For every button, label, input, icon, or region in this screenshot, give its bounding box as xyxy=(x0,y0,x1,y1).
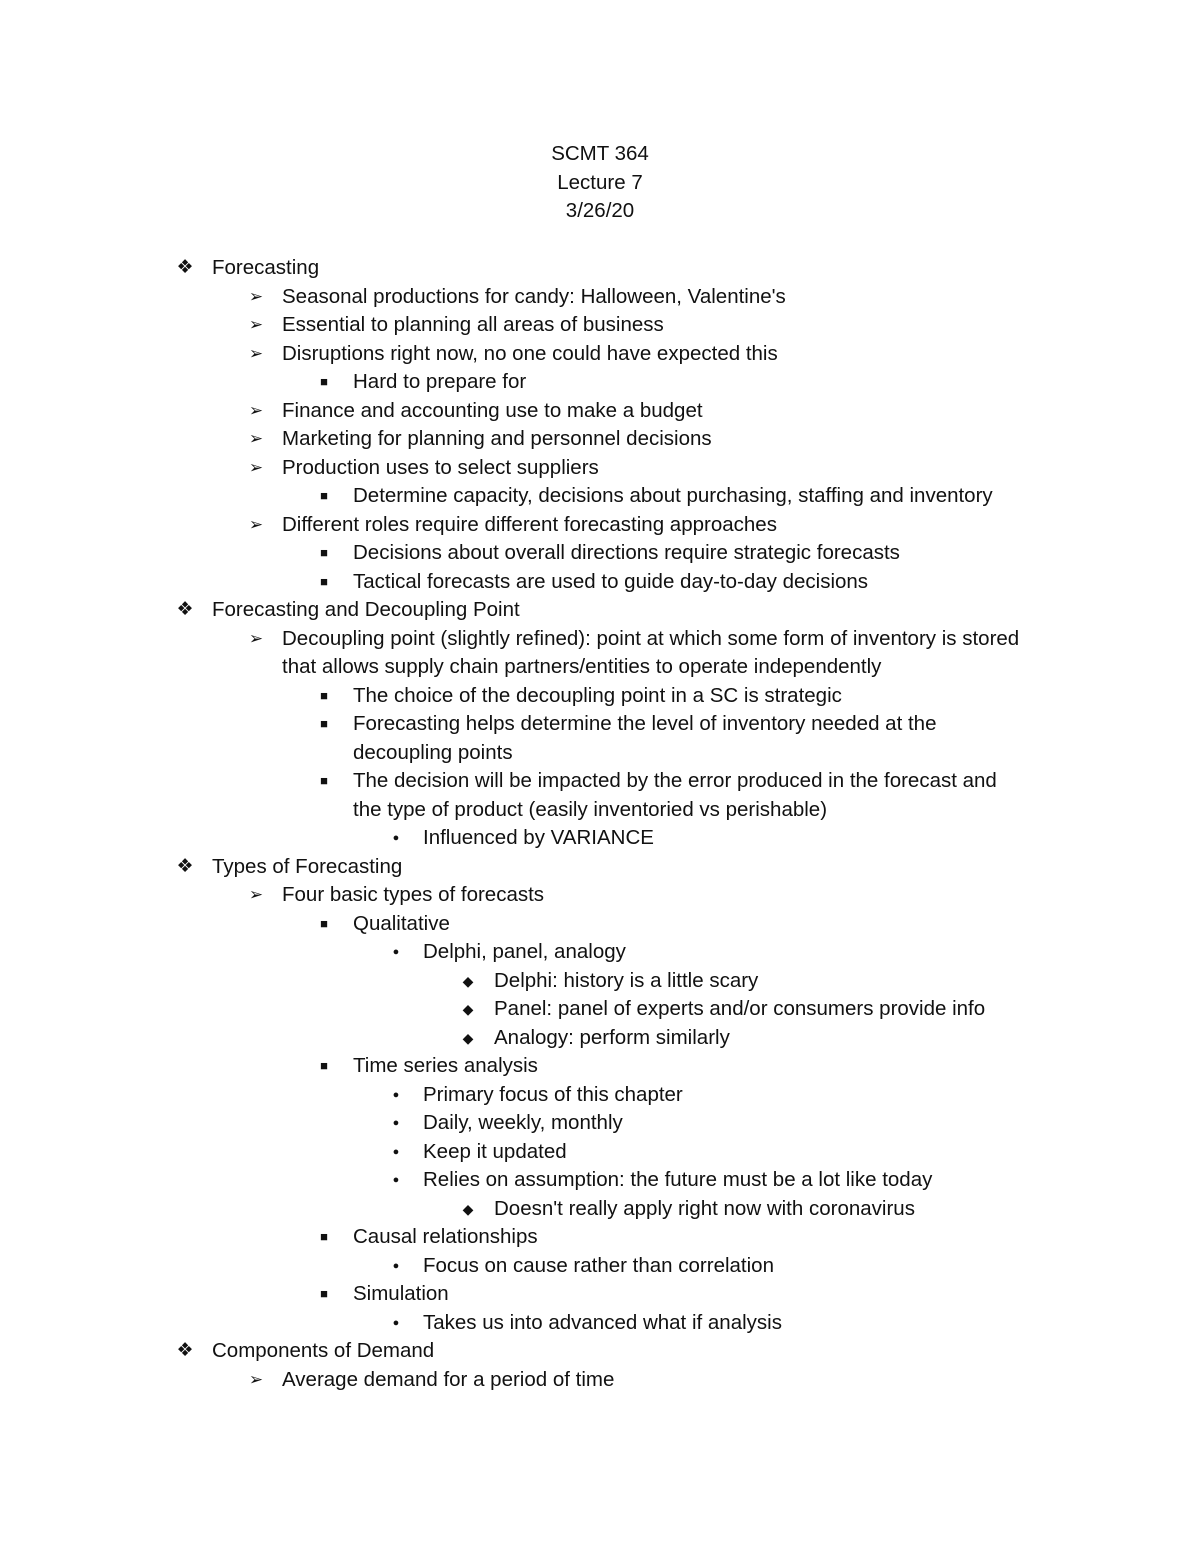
square-bullet-icon: ■ xyxy=(320,716,328,731)
outline-line-level-2 xyxy=(0,625,1200,654)
outline-text: Focus on cause rather than correlation xyxy=(423,1253,774,1277)
outline-line-level-2 xyxy=(0,1366,1200,1395)
outline-line-level-2 xyxy=(0,311,1200,340)
outline-text: Finance and accounting use to make a budget xyxy=(282,398,703,422)
outline-line-level-5 xyxy=(0,995,1200,1024)
outline-line-level-2 xyxy=(0,425,1200,454)
document-header xyxy=(0,140,1200,226)
small-diamond-bullet-icon: ◆ xyxy=(462,972,474,989)
arrow-bullet-icon: ➢ xyxy=(248,315,264,334)
diamond-bullet-icon: ❖ xyxy=(176,855,194,877)
circle-bullet-icon: ● xyxy=(392,1145,400,1158)
outline-text: Determine capacity, decisions about purchasing, staffing and inventory xyxy=(353,484,993,507)
outline-text: Production uses to select suppliers xyxy=(282,455,599,479)
outline-line-level-3 xyxy=(0,368,1200,397)
outline-text: Tactical forecasts are used to guide day-to-day decisions xyxy=(353,569,869,593)
square-bullet-icon: ■ xyxy=(320,687,328,703)
arrow-bullet-icon: ➢ xyxy=(248,885,264,904)
outline-line-level-2 xyxy=(0,454,1200,483)
circle-bullet-icon: ● xyxy=(392,946,400,958)
arrow-bullet-icon: ➢ xyxy=(248,628,264,648)
lecture-number: Lecture 7 xyxy=(557,170,643,194)
square-bullet-icon: ■ xyxy=(320,1229,328,1244)
outline-line-level-2 xyxy=(0,283,1200,312)
outline-text: The choice of the decoupling point in a SC is strategic xyxy=(353,683,842,707)
outline-line-level-2 xyxy=(0,340,1200,369)
outline-text: Different roles require different forecasting approaches xyxy=(282,512,777,536)
outline-text: Seasonal productions for candy: Halloween, Valentine's xyxy=(282,284,786,308)
outline-text: Four basic types of forecasts xyxy=(282,883,545,906)
outline-line-level-4 xyxy=(0,1081,1200,1110)
outline-text: Hard to prepare for xyxy=(353,370,527,393)
outline-text: Disruptions right now, no one could have expected this xyxy=(282,341,778,365)
outline-line-level-4 xyxy=(0,1138,1200,1167)
outline-line-level-1 xyxy=(0,853,1200,882)
outline-line-level-3 xyxy=(0,796,1200,825)
square-bullet-icon: ■ xyxy=(320,488,328,503)
circle-bullet-icon: ● xyxy=(392,1088,400,1101)
outline-line-level-3 xyxy=(0,739,1200,768)
outline-line-level-2 xyxy=(0,511,1200,540)
outline-text: decoupling points xyxy=(353,740,513,764)
outline-line-level-3 xyxy=(0,682,1200,711)
outline-line-level-3 xyxy=(0,910,1200,939)
outline-text: Delphi: history is a little scary xyxy=(494,968,759,992)
outline-line-level-3 xyxy=(0,539,1200,568)
outline-text: Marketing for planning and personnel decisions xyxy=(282,427,712,450)
outline-line-level-4 xyxy=(0,938,1200,967)
outline-text: Forecasting helps determine the level of inventory needed at the xyxy=(353,712,937,735)
outline-text: Components of Demand xyxy=(212,1339,435,1362)
outline-line-level-3 xyxy=(0,482,1200,511)
outline-text: Forecasting and Decoupling Point xyxy=(212,598,520,621)
outline-text: Time series analysis xyxy=(353,1054,538,1077)
circle-bullet-icon: ● xyxy=(392,1174,400,1186)
outline-text: Decisions about overall directions require strategic forecasts xyxy=(353,541,900,564)
outline-text: Delphi, panel, analogy xyxy=(423,940,626,963)
outline-line-level-4 xyxy=(0,824,1200,853)
outline-line-level-5 xyxy=(0,967,1200,996)
outline-line-level-3 xyxy=(0,1052,1200,1081)
outline-text: Influenced by VARIANCE xyxy=(423,826,654,849)
outline-text: Daily, weekly, monthly xyxy=(423,1111,623,1134)
outline-text: Forecasting xyxy=(212,256,320,279)
outline-text: Primary focus of this chapter xyxy=(423,1082,683,1106)
outline-text: Doesn't really apply right now with coronavirus xyxy=(494,1196,915,1220)
outline-text: Analogy: perform similarly xyxy=(494,1025,730,1049)
arrow-bullet-icon: ➢ xyxy=(248,429,264,448)
outline-line-level-4 xyxy=(0,1309,1200,1338)
outline-line-level-2 xyxy=(0,397,1200,426)
outline-line-level-4 xyxy=(0,1252,1200,1281)
square-bullet-icon: ■ xyxy=(320,773,328,788)
outline-line-level-1 xyxy=(0,1337,1200,1366)
outline-text: Relies on assumption: the future must be a lot like today xyxy=(423,1168,933,1191)
lecture-date: 3/26/20 xyxy=(565,199,635,223)
outline-text: Decoupling point (slightly refined): point at which some form of inventory is stored xyxy=(282,626,1020,650)
outline-line-level-2 xyxy=(0,881,1200,910)
outline-text: Types of Forecasting xyxy=(212,854,403,878)
arrow-bullet-icon: ➢ xyxy=(248,514,264,534)
outline-line-level-5 xyxy=(0,1195,1200,1224)
square-bullet-icon: ■ xyxy=(320,1286,328,1301)
outline-line-level-3 xyxy=(0,568,1200,597)
outline-line-level-2 xyxy=(0,653,1200,682)
outline-text: Average demand for a period of time xyxy=(282,1367,615,1391)
small-diamond-bullet-icon: ◆ xyxy=(462,1029,474,1046)
arrow-bullet-icon: ➢ xyxy=(248,457,264,477)
diamond-bullet-icon: ❖ xyxy=(176,257,194,278)
square-bullet-icon: ■ xyxy=(320,573,328,589)
arrow-bullet-icon: ➢ xyxy=(248,1369,264,1389)
outline-text: the type of product (easily inventoried vs perishable) xyxy=(353,797,828,821)
square-bullet-icon: ■ xyxy=(320,1058,328,1073)
outline-text: Keep it updated xyxy=(423,1139,567,1163)
square-bullet-icon: ■ xyxy=(320,915,328,931)
arrow-bullet-icon: ➢ xyxy=(248,286,264,306)
outline-line-level-4 xyxy=(0,1166,1200,1195)
outline-line-level-5 xyxy=(0,1024,1200,1053)
circle-bullet-icon: ● xyxy=(392,832,400,844)
outline-line-level-1 xyxy=(0,254,1200,283)
square-bullet-icon: ■ xyxy=(320,545,328,560)
outline-line-level-1 xyxy=(0,596,1200,625)
outline-text: Simulation xyxy=(353,1282,449,1305)
outline-text: Causal relationships xyxy=(353,1225,538,1248)
outline-text: Takes us into advanced what if analysis xyxy=(423,1310,782,1334)
outline-text: that allows supply chain partners/entities to operate independently xyxy=(282,655,882,678)
circle-bullet-icon: ● xyxy=(392,1316,400,1329)
outline-text: Qualitative xyxy=(353,911,450,935)
diamond-bullet-icon: ❖ xyxy=(176,1340,194,1361)
outline-line-level-3 xyxy=(0,767,1200,796)
small-diamond-bullet-icon: ◆ xyxy=(462,1200,474,1217)
outline-text: Essential to planning all areas of business xyxy=(282,313,664,336)
outline-text: Panel: panel of experts and/or consumers provide info xyxy=(494,997,986,1020)
arrow-bullet-icon: ➢ xyxy=(248,400,264,420)
arrow-bullet-icon: ➢ xyxy=(248,343,264,363)
outline-line-level-3 xyxy=(0,710,1200,739)
outline-line-level-3 xyxy=(0,1223,1200,1252)
diamond-bullet-icon: ❖ xyxy=(176,599,194,620)
course-title: SCMT 364 xyxy=(551,142,649,165)
circle-bullet-icon: ● xyxy=(392,1117,400,1129)
circle-bullet-icon: ● xyxy=(392,1259,400,1272)
square-bullet-icon: ■ xyxy=(320,374,328,389)
outline-text: The decision will be impacted by the error produced in the forecast and xyxy=(353,769,997,792)
outline-line-level-4 xyxy=(0,1109,1200,1138)
outline-line-level-3 xyxy=(0,1280,1200,1309)
small-diamond-bullet-icon: ◆ xyxy=(462,1001,474,1017)
